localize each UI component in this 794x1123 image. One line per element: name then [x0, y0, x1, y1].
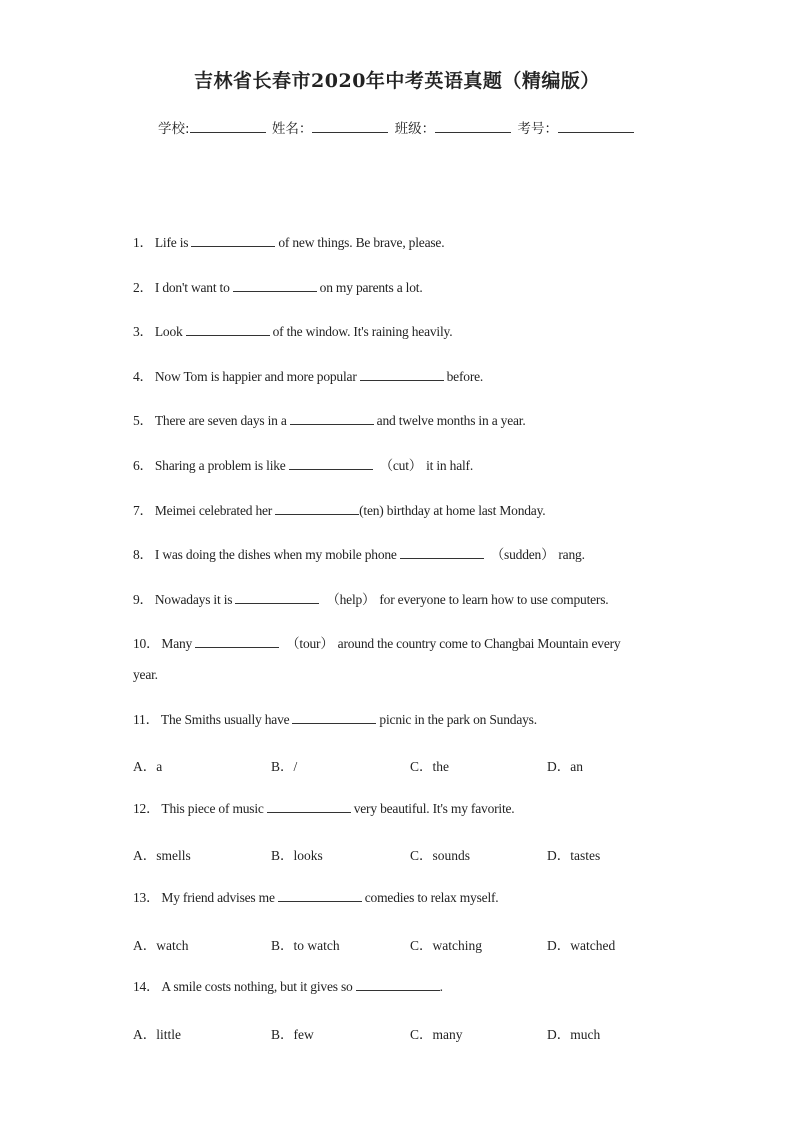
- question-number: 9．: [133, 592, 153, 607]
- word-hint: （tour）: [286, 636, 334, 651]
- school-label: 学校:: [158, 121, 190, 137]
- answer-blank[interactable]: [233, 279, 317, 292]
- options-q14: [133, 1023, 693, 1043]
- question-5: [133, 405, 644, 436]
- answer-blank[interactable]: [186, 323, 270, 336]
- answer-blank[interactable]: [290, 412, 374, 425]
- question-text: Meimei celebrated her: [154, 503, 273, 518]
- question-text: picnic in the park on Sundays.: [379, 712, 537, 727]
- question-text: on my parents a lot.: [319, 280, 423, 295]
- question-number: 7．: [133, 503, 153, 518]
- question-number: 13．: [133, 890, 160, 905]
- option-d[interactable]: D．watched: [547, 938, 616, 953]
- question-number: 11．: [133, 712, 159, 727]
- question-text: birthday at home last Monday.: [386, 503, 546, 518]
- question-text: and twelve months in a year.: [376, 413, 526, 428]
- question-2: [133, 272, 644, 303]
- option-d[interactable]: D．much: [547, 1027, 601, 1042]
- class-field[interactable]: [435, 120, 511, 133]
- option-b[interactable]: B．few: [271, 1027, 314, 1042]
- question-text: comedies to relax myself.: [364, 890, 499, 905]
- question-text: of new things. Be brave, please.: [278, 235, 445, 250]
- word-hint: （cut）: [379, 458, 423, 473]
- question-text: very beautiful. It's my favorite.: [353, 801, 515, 816]
- question-text: Sharing a problem is like: [154, 458, 286, 473]
- answer-blank[interactable]: [356, 978, 440, 991]
- answer-blank[interactable]: [292, 711, 376, 724]
- question-number: 4．: [133, 369, 153, 384]
- question-text: Look: [154, 324, 183, 339]
- question-11: [133, 704, 644, 735]
- question-number: 1．: [133, 235, 153, 250]
- question-number: 12．: [133, 801, 160, 816]
- question-number: 2．: [133, 280, 153, 295]
- option-c[interactable]: C．sounds: [410, 848, 471, 863]
- question-number: 3．: [133, 324, 153, 339]
- question-text: Life is: [154, 235, 189, 250]
- question-4: [133, 361, 644, 392]
- answer-blank[interactable]: [400, 546, 484, 559]
- question-text: it in half.: [426, 458, 474, 473]
- answer-blank[interactable]: [360, 368, 444, 381]
- question-text: My friend advises me: [161, 890, 275, 905]
- question-text: rang.: [558, 547, 585, 562]
- answer-blank[interactable]: [191, 234, 275, 247]
- option-b[interactable]: B．looks: [271, 848, 323, 863]
- page-title: 吉林省长春市2020年中考英语真题（精编版）: [194, 70, 600, 92]
- word-hint: （sudden）: [490, 547, 555, 562]
- question-text: I don't want to: [154, 280, 230, 295]
- option-c[interactable]: C．the: [410, 759, 449, 774]
- class-label: 班级：: [394, 121, 436, 137]
- option-c[interactable]: C．watching: [410, 938, 482, 953]
- question-text: Now Tom is happier and more popular: [154, 369, 357, 384]
- question-text: This piece of music: [161, 801, 264, 816]
- option-a[interactable]: A．a: [133, 759, 163, 774]
- options-q11: [133, 755, 693, 775]
- question-1: [133, 227, 644, 258]
- name-field[interactable]: [312, 120, 388, 133]
- question-number: 8．: [133, 547, 153, 562]
- question-13: [133, 882, 644, 913]
- question-text: Nowadays it is: [154, 592, 233, 607]
- option-c[interactable]: C．many: [410, 1027, 463, 1042]
- option-a[interactable]: A．watch: [133, 938, 189, 953]
- question-text: .: [439, 979, 443, 994]
- question-7: [133, 495, 644, 526]
- student-info-line: [0, 117, 794, 137]
- option-a[interactable]: A．smells: [133, 848, 191, 863]
- exam-number-label: 考号：: [517, 121, 558, 137]
- school-field[interactable]: [190, 120, 266, 133]
- option-b[interactable]: B．to watch: [271, 938, 340, 953]
- option-a[interactable]: A．little: [133, 1027, 181, 1042]
- question-8: [133, 539, 644, 570]
- question-text: before.: [446, 369, 484, 384]
- option-d[interactable]: D．tastes: [547, 848, 601, 863]
- question-14: [133, 971, 644, 1002]
- exam-number-field[interactable]: [558, 120, 634, 133]
- question-text: for everyone to learn how to use computers.: [379, 592, 609, 607]
- question-text: The Smiths usually have: [160, 712, 290, 727]
- answer-blank[interactable]: [275, 502, 359, 515]
- question-12: [133, 793, 644, 824]
- word-hint: (ten): [359, 503, 384, 518]
- word-hint: （help）: [326, 592, 376, 607]
- answer-blank[interactable]: [195, 635, 279, 648]
- option-d[interactable]: D．an: [547, 759, 583, 774]
- options-q13: [133, 934, 693, 954]
- answer-blank[interactable]: [235, 591, 319, 604]
- options-q12: [133, 844, 693, 864]
- question-number: 10．: [133, 636, 160, 651]
- question-number: 6．: [133, 458, 153, 473]
- option-b[interactable]: B．/: [271, 759, 298, 774]
- question-3: [133, 316, 644, 347]
- question-text: A smile costs nothing, but it gives so: [161, 979, 353, 994]
- name-label: 姓名：: [271, 121, 313, 137]
- question-9: [133, 584, 644, 615]
- answer-blank[interactable]: [267, 800, 351, 813]
- question-number: 5．: [133, 413, 153, 428]
- question-6: [133, 450, 644, 481]
- question-number: 14．: [133, 979, 160, 994]
- question-text: Many: [161, 636, 193, 651]
- question-text: I was doing the dishes when my mobile phone: [154, 547, 397, 562]
- question-text: There are seven days in a: [154, 413, 287, 428]
- answer-blank[interactable]: [289, 457, 373, 470]
- question-text: around the country come to Changbai Mountain every year.: [133, 636, 621, 682]
- question-10: [133, 628, 644, 690]
- question-text: of the window. It's raining heavily.: [272, 324, 453, 339]
- answer-blank[interactable]: [278, 889, 362, 902]
